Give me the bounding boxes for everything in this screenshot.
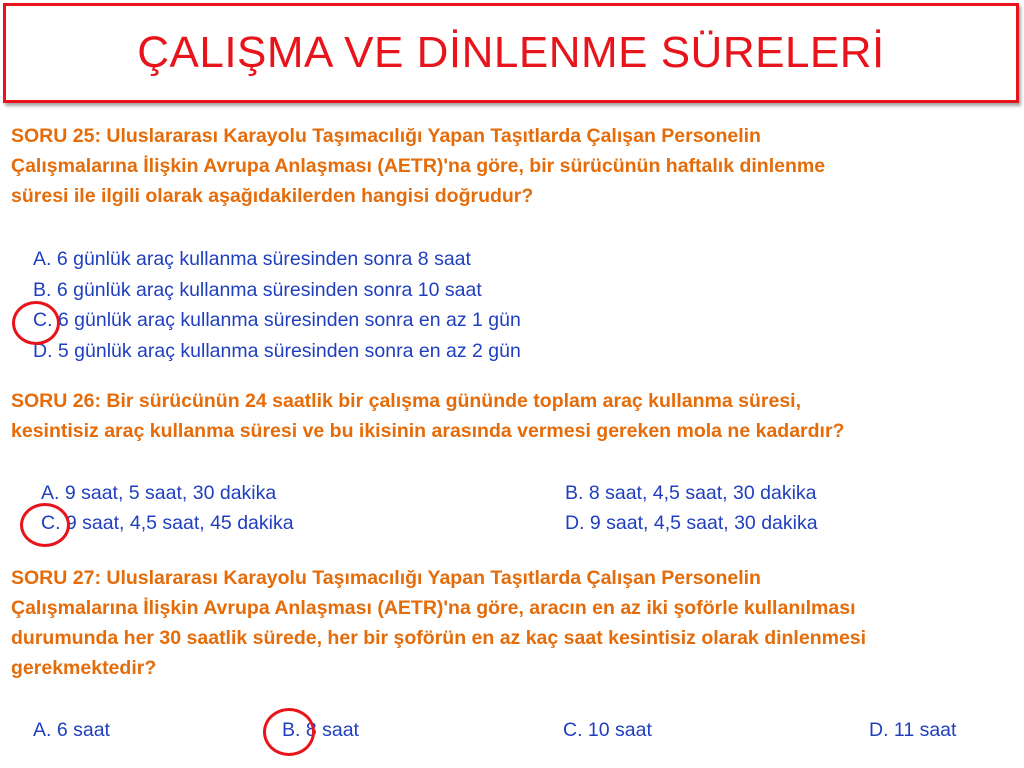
q25-option-b: B. 6 günlük araç kullanma süresinden sonra 10 saat <box>33 279 482 301</box>
answer-circle-q26 <box>20 503 70 547</box>
question-27 <box>11 563 1016 683</box>
page-title: ÇALIŞMA VE DİNLENME SÜRELERİ <box>137 28 885 77</box>
question-26 <box>11 386 1016 446</box>
q25-option-a: A. 6 günlük araç kullanma süresinden sonra 8 saat <box>33 248 471 270</box>
q27-option-a: A. 6 saat <box>33 719 110 741</box>
q27-option-d: D. 11 saat <box>869 719 957 741</box>
title-box <box>3 3 1019 103</box>
question-27-line-3: durumunda her 30 saatlik sürede, her bir şoförün en az kaç saat kesintisiz olarak dinlenmesi <box>11 627 867 649</box>
question-26-line-2: kesintisiz araç kullanma süresi ve bu ikisinin arasında vermesi gereken mola ne kadardır? <box>11 420 845 442</box>
q27-option-c: C. 10 saat <box>563 719 652 741</box>
question-27-line-1: SORU 27: Uluslararası Karayolu Taşımacılığı Yapan Taşıtlarda Çalışan Personelin <box>11 567 761 589</box>
answer-circle-q25 <box>12 301 60 345</box>
question-27-line-4: gerekmektedir? <box>11 657 157 679</box>
question-26-line-1: SORU 26: Bir sürücünün 24 saatlik bir çalışma gününde toplam araç kullanma süresi, <box>11 390 801 412</box>
question-25-line-1: SORU 25: Uluslararası Karayolu Taşımacılığı Yapan Taşıtlarda Çalışan Personelin <box>11 125 761 147</box>
q25-option-c: C. 6 günlük araç kullanma süresinden sonra en az 1 gün <box>33 309 521 331</box>
answer-circle-q27 <box>263 708 315 756</box>
q26-option-b: B. 8 saat, 4,5 saat, 30 dakika <box>565 482 817 504</box>
question-25-line-2: Çalışmalarına İlişkin Avrupa Anlaşması (AETR)'na göre, bir sürücünün haftalık dinlenme <box>11 155 826 177</box>
q27-option-b: B. 8 saat <box>282 719 359 741</box>
q26-option-c: C. 9 saat, 4,5 saat, 45 dakika <box>41 512 294 534</box>
q26-option-a: A. 9 saat, 5 saat, 30 dakika <box>41 482 277 504</box>
question-25-line-3: süresi ile ilgili olarak aşağıdakilerden hangisi doğrudur? <box>11 185 534 207</box>
q25-option-d: D. 5 günlük araç kullanma süresinden sonra en az 2 gün <box>33 340 521 362</box>
question-25 <box>11 121 1016 211</box>
q26-option-d: D. 9 saat, 4,5 saat, 30 dakika <box>565 512 818 534</box>
question-27-line-2: Çalışmalarına İlişkin Avrupa Anlaşması (AETR)'na göre, aracın en az iki şoförle kullanılması <box>11 597 856 619</box>
